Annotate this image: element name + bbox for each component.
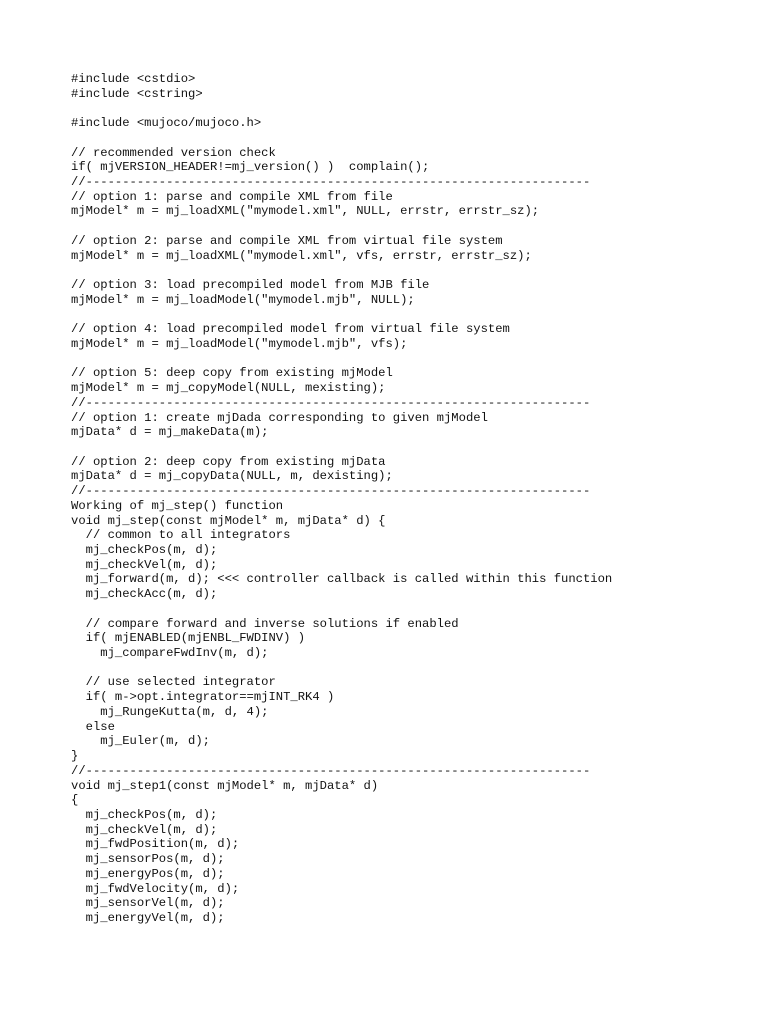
code-line	[71, 602, 612, 617]
code-line: mj_checkPos(m, d);	[71, 807, 218, 822]
code-line	[71, 263, 612, 278]
code-line	[71, 308, 612, 323]
code-line: mj_energyPos(m, d);	[71, 866, 225, 881]
code-line: if( m->opt.integrator==mjINT_RK4 )	[71, 690, 335, 705]
code-line: else	[71, 719, 115, 734]
code-line: #include <cstring>	[71, 86, 203, 101]
code-line: //---------------------------------------------------------------------	[71, 763, 591, 778]
code-line: mj_checkVel(m, d);	[71, 822, 218, 837]
code-line: mjModel* m = mj_copyModel(NULL, mexisting);	[71, 381, 386, 396]
code-listing	[71, 72, 612, 926]
code-line: // option 5: deep copy from existing mjModel	[71, 366, 393, 381]
code-line: // option 1: parse and compile XML from file	[71, 189, 393, 204]
code-line: if( mjVERSION_HEADER!=mj_version() ) complain();	[71, 160, 430, 175]
code-line	[71, 352, 612, 367]
code-line: // option 1: create mjDada corresponding to given mjModel	[71, 410, 488, 425]
code-line: // option 4: load precompiled model from virtual file system	[71, 322, 510, 337]
code-line: void mj_step(const mjModel* m, mjData* d) {	[71, 513, 386, 528]
code-line: // option 3: load precompiled model from MJB file	[71, 278, 430, 293]
code-line: //---------------------------------------------------------------------	[71, 395, 591, 410]
code-line: mj_RungeKutta(m, d, 4);	[71, 704, 269, 719]
code-line: // use selected integrator	[71, 675, 276, 690]
code-line: {	[71, 793, 79, 808]
code-line: mj_Euler(m, d);	[71, 734, 210, 749]
code-line: mjModel* m = mj_loadXML("mymodel.xml", NULL, errstr, errstr_sz);	[71, 204, 540, 219]
code-line: mj_checkVel(m, d);	[71, 557, 218, 572]
code-line	[71, 219, 612, 234]
code-line: // common to all integrators	[71, 528, 291, 543]
code-line: Working of mj_step() function	[71, 498, 284, 513]
code-line: mj_fwdVelocity(m, d);	[71, 881, 240, 896]
code-line: mj_checkPos(m, d);	[71, 543, 218, 557]
code-line: mjData* d = mj_makeData(m);	[71, 425, 269, 440]
code-line: mjModel* m = mj_loadXML("mymodel.xml", vfs, errstr, errstr_sz);	[71, 248, 532, 263]
code-line: mjModel* m = mj_loadModel("mymodel.mjb", NULL);	[71, 292, 415, 307]
code-line: mj_sensorVel(m, d);	[71, 896, 225, 911]
code-line: mj_fwdPosition(m, d);	[71, 837, 240, 852]
code-line: // option 2: deep copy from existing mjData	[71, 454, 386, 469]
code-line: #include <mujoco/mujoco.h>	[71, 116, 262, 131]
code-line: mjModel* m = mj_loadModel("mymodel.mjb", vfs);	[71, 336, 408, 351]
code-line	[71, 131, 612, 146]
code-line: mjData* d = mj_copyData(NULL, m, dexisting);	[71, 469, 393, 484]
code-line: void mj_step1(const mjModel* m, mjData* d)	[71, 778, 379, 793]
code-line	[71, 440, 612, 455]
code-line	[71, 661, 612, 676]
code-line: //---------------------------------------------------------------------	[71, 175, 591, 190]
code-line: if( mjENABLED(mjENBL_FWDINV) )	[71, 631, 306, 646]
code-line: #include <cstdio>	[71, 72, 196, 86]
code-line	[71, 101, 612, 116]
code-line: mj_checkAcc(m, d);	[71, 587, 218, 602]
code-line: // compare forward and inverse solutions if enabled	[71, 616, 459, 631]
code-line: //---------------------------------------------------------------------	[71, 484, 591, 499]
code-line: mj_energyVel(m, d);	[71, 910, 225, 925]
code-line: mj_forward(m, d); <<< controller callback is called within this function	[71, 572, 613, 587]
code-line: }	[71, 749, 79, 764]
code-line: mj_sensorPos(m, d);	[71, 852, 225, 867]
code-line: // recommended version check	[71, 145, 276, 160]
code-line: // option 2: parse and compile XML from virtual file system	[71, 233, 503, 248]
code-line: mj_compareFwdInv(m, d);	[71, 646, 269, 661]
